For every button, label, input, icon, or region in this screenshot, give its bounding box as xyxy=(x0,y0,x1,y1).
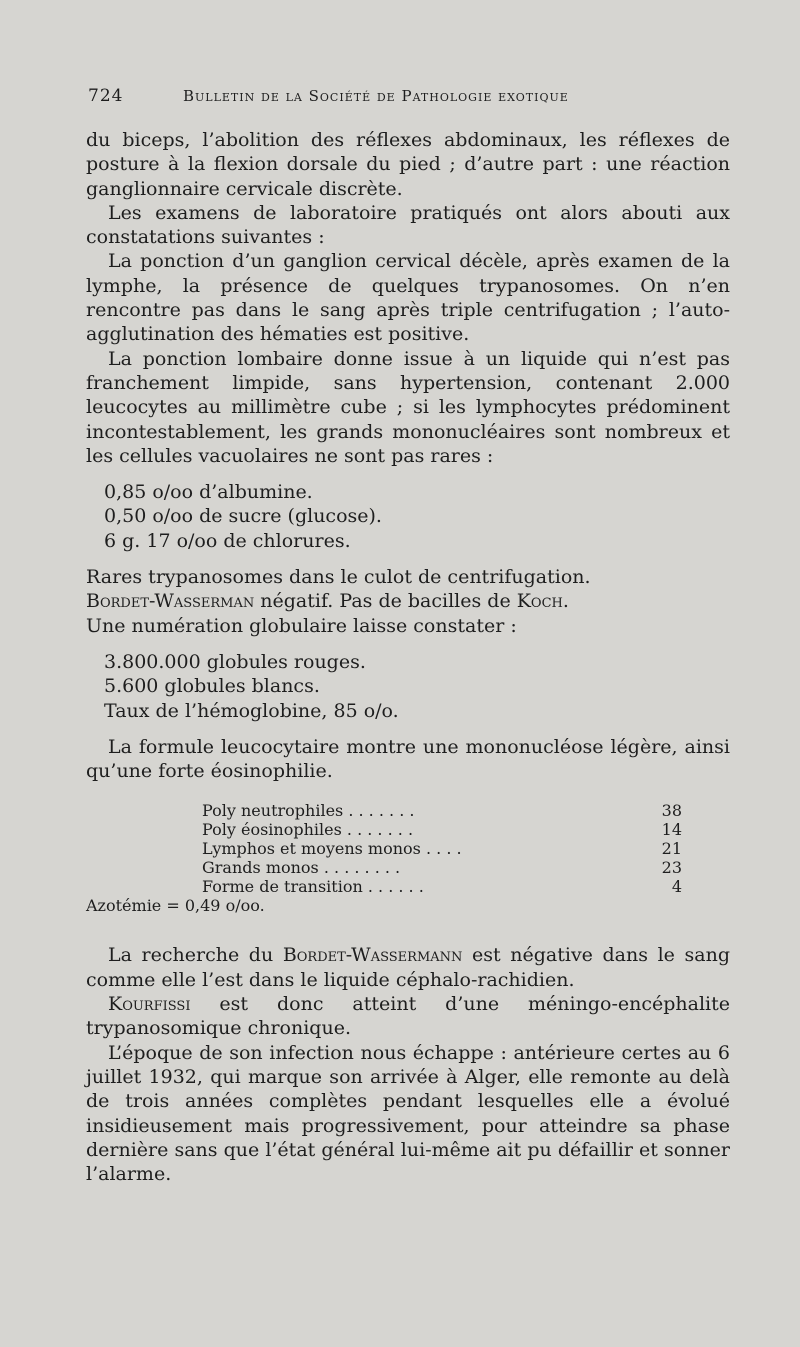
row-label: Poly neutrophiles . . . . . . . xyxy=(202,801,415,821)
line-trypanosomes: Rares trypanosomes dans le culot de centrifugation. xyxy=(86,566,591,589)
blood-values-list xyxy=(104,650,730,723)
row-label: Poly éosinophiles . . . . . . . xyxy=(202,820,414,840)
list-item: Taux de l’hémoglobine, 85 o/o. xyxy=(104,699,399,722)
row-label: Forme de transition . . . . . . xyxy=(202,877,424,897)
leukocyte-formula-table xyxy=(86,801,730,896)
row-value: 38 xyxy=(661,801,682,821)
row-label: Grands monos . . . . . . . . xyxy=(202,858,401,878)
list-item: 3.800.000 globules rouges. xyxy=(104,650,366,673)
article-body xyxy=(86,128,730,1186)
line-numeration: Une numération globulaire laisse constater : xyxy=(86,614,517,637)
patient-name: Kourfissi xyxy=(108,993,191,1016)
list-item: 0,85 o/oo d’albumine. xyxy=(104,481,313,504)
row-value: 23 xyxy=(661,858,682,878)
csf-values-list xyxy=(104,480,730,553)
table-row xyxy=(86,820,730,839)
line-bordet-wasserman xyxy=(86,589,730,613)
paragraph-formula: La formule leucocytaire montre une mononucléose légère, ainsi qu’une forte éosinophilie. xyxy=(86,735,730,783)
paragraph-bw-negative xyxy=(86,943,730,992)
table-row xyxy=(86,801,730,820)
text-run: est négative dans le sang comme elle l’est dans le liquide céphalo-rachidien. xyxy=(86,944,730,991)
list-item: 6 g. 17 o/oo de chlorures. xyxy=(104,529,351,552)
paragraph-lumbar: La ponction lombaire donne issue à un liquide qui n’est pas franchement limpide, sans hypertension, contenant 2.000 leucocytes au millimètre cube ; si les lymphocytes prédominent incontestablement, les grands mononucléaires sont nombreux et les cellules vacuolaires ne sont pas rares : xyxy=(86,347,730,467)
author-name: Bordet-Wassermann xyxy=(282,944,463,967)
page-number: 724 xyxy=(88,86,124,106)
paragraph-infection-date: L’époque de son infection nous échappe : antérieure certes au 6 juillet 1932, qui marque son arrivée à Alger, elle remonte au delà de trois années complètes pendant lesquelles elle a évolué insidieusement mais progressivement, pour atteindre sa phase dernière sans que l’état général lui-même ait pu défaillir et sonner l’alarme. xyxy=(86,1041,730,1186)
table-row xyxy=(86,858,730,877)
author-name: Koch xyxy=(516,590,563,613)
row-value: 14 xyxy=(661,820,682,840)
paragraph-diagnosis xyxy=(86,992,730,1041)
row-value: 21 xyxy=(661,839,682,859)
journal-title: Bulletin de la Société de Pathologie exotique xyxy=(183,87,569,105)
paragraph-continued: du biceps, l’abolition des réflexes abdominaux, les réflexes de posture à la flexion dorsale du pied ; d’autre part : une réaction ganglionnaire cervicale discrète. xyxy=(86,129,730,200)
text-run: est donc atteint d’une méningo-encéphalite trypanosomique chronique. xyxy=(86,993,730,1040)
list-item: 5.600 globules blancs. xyxy=(104,675,320,698)
list-item: 0,50 o/oo de sucre (glucose). xyxy=(104,505,382,528)
row-label: Lymphos et moyens monos . . . . xyxy=(202,839,462,859)
paragraph-ganglion: La ponction d’un ganglion cervical décèle, après examen de la lymphe, la présence de quelques trypanosomes. On n’en rencontre pas dans le sang après triple centrifugation ; l’auto-agglutination des hématies est positive. xyxy=(86,250,730,346)
text-run: . xyxy=(562,590,569,613)
author-name: Bordet-Wasserman xyxy=(86,590,255,613)
paragraph-lab-intro: Les examens de laboratoire pratiqués ont alors abouti aux constatations suivantes : xyxy=(86,201,730,249)
table-row xyxy=(86,877,730,896)
text-run: La recherche du xyxy=(108,944,283,967)
table-row xyxy=(86,839,730,858)
azotemie-line: Azotémie = 0,49 o/oo. xyxy=(86,896,265,916)
row-value: 4 xyxy=(671,877,682,897)
text-run: négatif. Pas de bacilles de xyxy=(254,590,517,613)
